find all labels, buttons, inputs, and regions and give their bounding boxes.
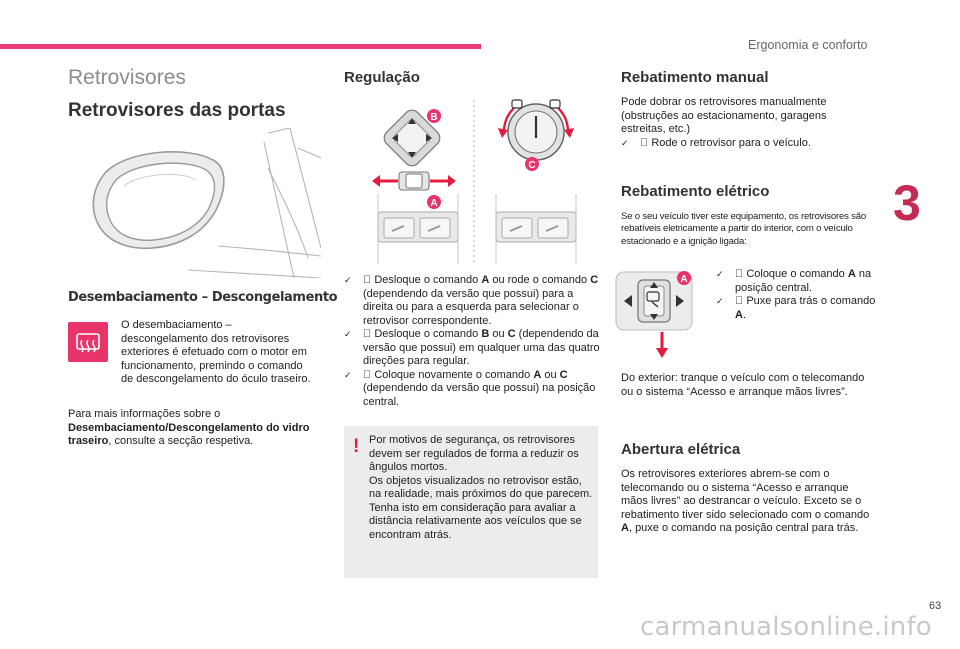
watermark: carmanualsonline.info — [640, 612, 932, 642]
bullet-mark: ✓ — [344, 369, 352, 380]
more-info-link: Desembaciamento/Descongelamento do vidro traseiro — [68, 421, 310, 447]
fold-step-2: ✓ Puxe para trás o comando A. — [716, 295, 876, 321]
bullet-mark: ✓ — [716, 269, 724, 279]
step-1: ✓ Desloque o comando A ou rode o comando C (dependendo da versão que possui) para a direita ou para a esquerda para selecionar o retrovisor correspondente. — [344, 274, 599, 327]
adjustment-heading: Regulação — [344, 69, 420, 86]
manual-folding-heading: Rebatimento manual — [621, 69, 769, 86]
exterior-folding-text: Do exterior: tranque o veículo com o telecomando ou o sistema “Acesso e arranque mãos livres”. — [621, 372, 865, 398]
section-heading-door-mirrors: Retrovisores das portas — [68, 100, 286, 121]
defrost-text: O desembaciamento – descongelamento dos retrovisores exteriores é efetuado com o motor em funcionamento, premindo o comando de descongelamento do óculo traseiro. — [121, 319, 311, 385]
step-3: ✓ Coloque novamente o comando A ou C (dependendo da versão que possui) na posição central. — [344, 368, 596, 408]
step-2: ✓ Desloque o comando B ou C (dependendo da versão que possui) em qualquer uma das quatro direções para regular. — [344, 328, 600, 367]
electric-folding-text: Se o seu veículo tiver este equipamento, os retrovisores são rebatíveis eletricamente a partir do interior, com o veículo estacionado e a ignição ligada: — [621, 211, 867, 247]
defrost-heading: Desembaciamento – Descongelamento — [68, 290, 338, 305]
page-title: Retrovisores — [68, 66, 186, 89]
warning-icon: ! — [353, 436, 360, 457]
more-info-post: , consulte a secção respetiva. — [108, 435, 254, 447]
header-accent-bar — [0, 44, 481, 49]
safety-warning-text: Por motivos de segurança, os retrovisores devem ser regulados de forma a reduzir os ângulos mortos. Os objetos visualizados no retrovisor estão, na realidade, mais próximos do que parecem. Tenha isto em consideração para avaliar a distância relativamente aos veículos que se encontram atrás. — [369, 434, 593, 541]
electric-folding-steps — [716, 268, 876, 322]
label-a: A — [430, 198, 438, 209]
folding-control-illustration — [612, 268, 696, 362]
electric-opening-text: Os retrovisores exteriores abrem-se com o telecomando ou o sistema “Acesso e arranque mãos livres” ao destrancar o veículo. Exceto se o rebatimento tiver sido selecionado com o comando A, puxe o comando na posição central para trás. — [621, 468, 870, 534]
door-mirror-illustration — [68, 128, 321, 278]
mirror-control-illustration — [344, 94, 598, 266]
chapter-number: 3 — [893, 175, 921, 231]
bullet-mark: ✓ — [621, 138, 629, 148]
bullet-mark: ✓ — [716, 296, 724, 306]
rear-defrost-button — [68, 322, 108, 362]
label-c: C — [528, 160, 536, 171]
section-title: Ergonomia e conforto — [748, 38, 868, 52]
adjustment-steps — [344, 274, 600, 409]
label-b: B — [430, 112, 438, 123]
rear-defrost-icon — [68, 322, 108, 362]
electric-opening-heading: Abertura elétrica — [621, 441, 741, 458]
more-info-pre: Para mais informações sobre o — [68, 408, 221, 420]
label-a-folding: A — [680, 274, 688, 285]
page-number: 63 — [929, 600, 942, 612]
bullet-mark: ✓ — [344, 275, 352, 285]
electric-folding-heading: Rebatimento elétrico — [621, 183, 770, 200]
fold-step-1: ✓ Coloque o comando A na posição central. — [716, 268, 872, 294]
bullet-mark: ✓ — [344, 329, 352, 339]
manual-folding-step: ✓ Rode o retrovisor para o veículo. — [621, 137, 811, 149]
more-info-paragraph — [68, 408, 320, 449]
manual-folding-text: Pode dobrar os retrovisores manualmente (obstruções ao estacionamento, garagens estreitas, etc.) — [621, 96, 827, 135]
